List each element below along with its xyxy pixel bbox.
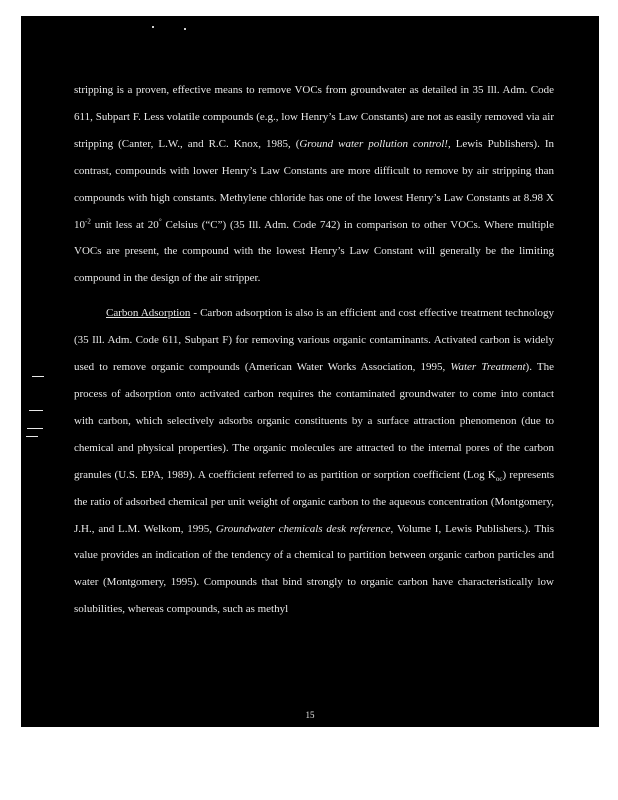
margin-mark [29,410,43,411]
text-run: ). The process of adsorption onto activated carbon requires the contaminated groundwater to come into contact with carbon, which selectively adsorbs organic constituents by a surface attraction phenomenon (due to chemical and physical properties). The organic molecules are attracted to the internal pores of the carbon granules (U.S. EPA, 1989). A coefficient referred to as partition or sorption coefficient (Log K [74,361,554,481]
text-run: ) represents the ratio of adsorbed chemical per unit weight of organic carbon to the aqueous concentration (Montgomery, J.H., and L.M. Welkom, 1995, [74,468,554,535]
text-run: , Lewis Publishers). In contrast, compounds with lower Henry’s Law Constants are more difficult to remove by air stripping than compounds with high constants. Methylene chloride has one of the lowest Henry’s Law Constants at 8.98 X 10 [74,137,554,231]
citation-title: Water Treatment [450,361,526,374]
page-number: 15 [305,710,315,720]
margin-mark [32,376,44,377]
text-run: Celsius (“C”) (35 Ill. Adm. Code 742) in comparison to other VOCs. Where multiple VOCs are present, the compound with the lowest Henry’s Law Constant will generally be the limiting compound in the design of the air stripper. [74,218,554,285]
scan-speck [152,26,154,28]
degree-sign: ° [158,216,162,225]
text-run: , Volume I, Lewis Publishers.). This value provides an indication of the tendency of a chemical to partition between organic carbon particles and water (Montgomery, 1995). Compounds that bind strongly to organic carbon have characteristically low solubilities, whereas compounds, such as methyl [74,522,554,616]
citation-title: Ground water pollution control! [299,137,448,150]
margin-mark [27,428,43,429]
body-text [74,77,554,623]
paragraph-air-stripping [74,77,554,292]
paragraph-carbon-adsorption [74,300,554,623]
scanned-page [21,16,599,727]
section-heading: Carbon Adsorption [106,307,191,320]
text-run: - Carbon adsorption is also is an efficient and cost effective treatment technology (35 Ill. Adm. Code 611, Subpart F) for removing various organic contaminants. Activated carbon is widely used to remove organic compounds (American Water Works Association, 1995, [74,307,554,374]
subscript: oc [495,474,503,483]
text-run: unit less at 20 [90,218,159,231]
exponent: -2 [85,216,91,225]
citation-title: Groundwater chemicals desk reference [215,522,391,535]
scan-speck [184,28,186,30]
text-run: stripping is a proven, effective means to remove VOCs from groundwater as detailed in 35 Ill. Adm. Code 611, Subpart F. Less volatile compounds (e.g., low Henry’s Law Constants) are not as easily removed via air stripping (Canter, L.W., and R.C. Knox, 1985, ( [74,84,554,150]
margin-mark [26,436,38,437]
